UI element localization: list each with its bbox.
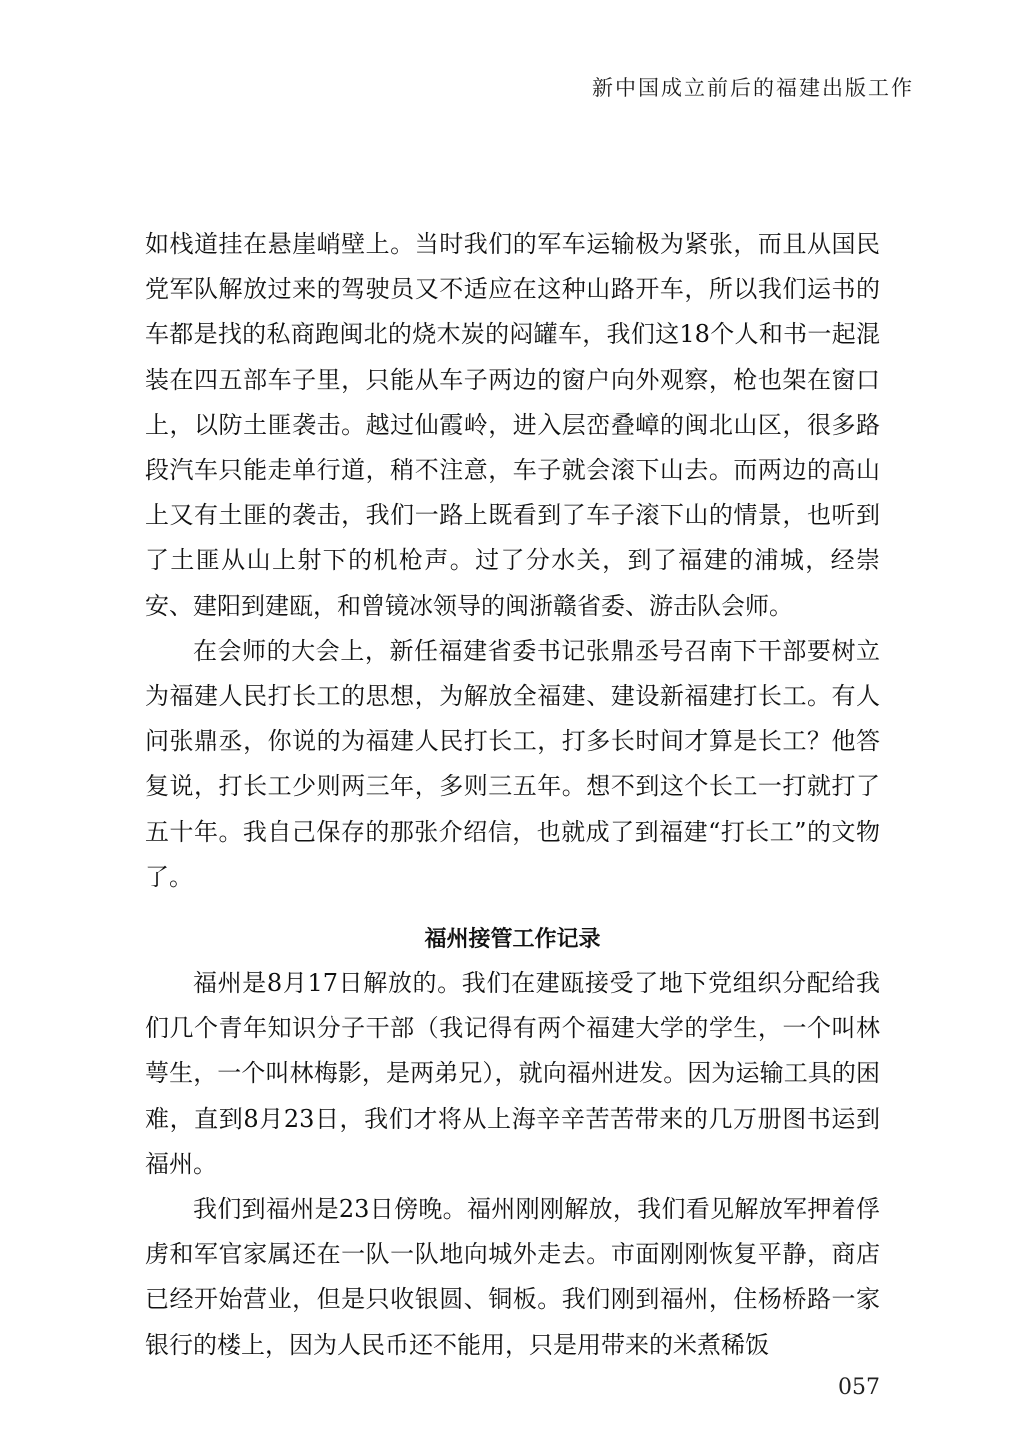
paragraph: 我们到福州是23日傍晚。福州刚刚解放，我们看见解放军押着俘虏和军官家属还在一队一队地向城外走去。市面刚刚恢复平静，商店已经开始营业，但是只收银圆、铜板。我们刚到福州，住杨桥路一家银行的楼上，因为人民币还不能用，只是用带来的米煮稀饭 [145, 1195, 880, 1359]
section-heading: 福州接管工作记录 [424, 927, 601, 952]
page-number: 057 [838, 1375, 880, 1400]
paragraph: 福州是8月17日解放的。我们在建瓯接受了地下党组织分配给我们几个青年知识分子干部（我记得有两个福建大学的学生，一个叫林萼生，一个叫林梅影，是两弟兄），就向福州进发。因为运输工具的困难，直到8月23日，我们才将从上海辛辛苦苦带来的几万册图书运到福州。 [145, 969, 880, 1178]
running-header: 新中国成立前后的福建出版工作 [592, 76, 914, 100]
section-1-body [145, 222, 880, 900]
paragraph: 在会师的大会上，新任福建省委书记张鼎丞号召南下干部要树立为福建人民打长工的思想，为解放全福建、建设新福建打长工。有人问张鼎丞，你说的为福建人民打长工，打多长时间才算是长工？他答复说，打长工少则两三年，多则三五年。想不到这个长工一打就打了五十年。我自己保存的那张介绍信，也就成了到福建“打长工”的文物了。 [145, 636, 880, 891]
section-2-body [145, 961, 880, 1368]
paragraph: 如栈道挂在悬崖峭壁上。当时我们的军车运输极为紧张，而且从国民党军队解放过来的驾驶员又不适应在这种山路开车，所以我们运书的车都是找的私商跑闽北的烧木炭的闷罐车，我们这18个人和书一起混装在四五部车子里，只能从车子两边的窗户向外观察，枪也架在窗口上，以防土匪袭击。越过仙霞岭，进入层峦叠嶂的闽北山区，很多路段汽车只能走单行道，稍不注意，车子就会滚下山去。而两边的高山上又有土匪的袭击，我们一路上既看到了车子滚下山的情景，也听到了土匪从山上射下的机枪声。过了分水关，到了福建的浦城，经崇安、建阳到建瓯，和曾镜冰领导的闽浙赣省委、游击队会师。 [145, 230, 880, 620]
